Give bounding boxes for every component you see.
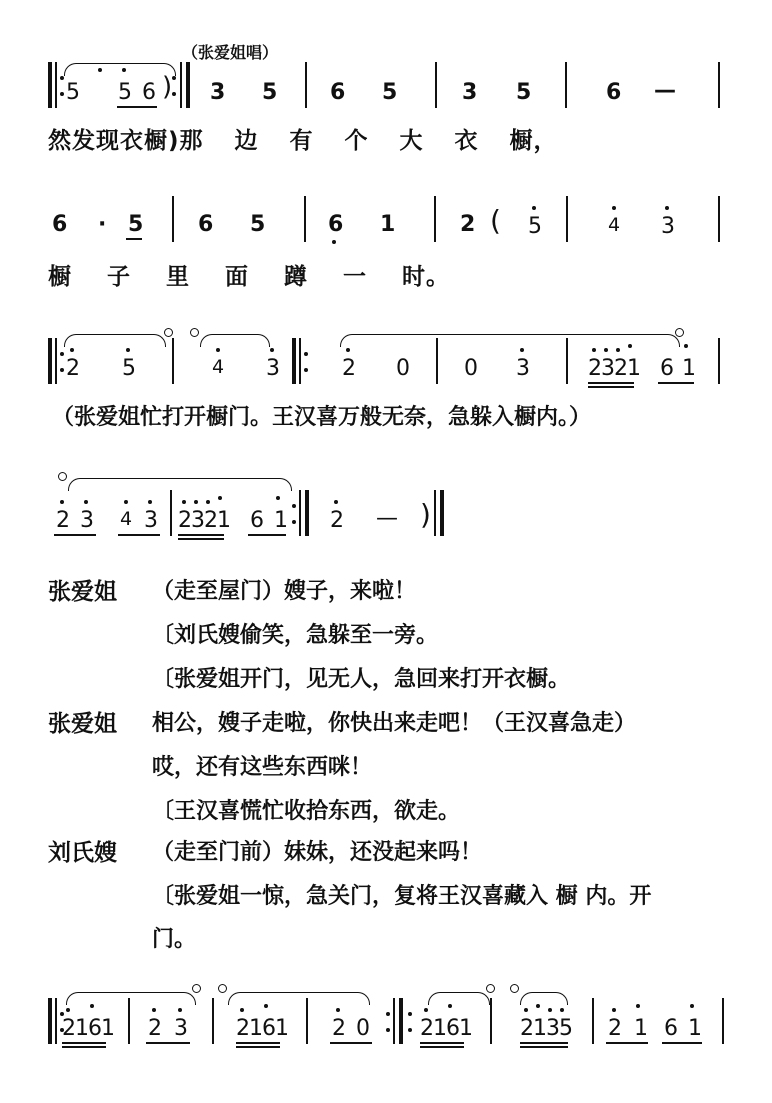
octave-dot [194,500,198,504]
octave-dot [218,496,222,500]
octave-dot [536,1004,540,1008]
repeat-dot [304,352,308,356]
note: 5 [122,356,136,381]
repeat-dot [386,1012,390,1016]
underline [420,1046,464,1048]
octave-dot [270,348,274,352]
repeat-dot [60,352,64,356]
barline [55,998,57,1044]
note-group: 2135 [520,1016,572,1041]
note: 2 [460,212,476,237]
underline [54,534,96,536]
note: 5 [262,80,278,105]
role-name: 张爱姐 [48,711,117,737]
note: 6 [328,212,344,237]
barline [722,998,724,1044]
underline [662,1042,702,1044]
underline [520,1042,568,1044]
dash: — [376,506,398,531]
stage-direction: 门。 [152,927,197,952]
note: 5 [528,214,542,239]
slur [428,992,490,1005]
barline [128,998,130,1044]
note: 5 [118,80,132,105]
underline [178,534,224,536]
repeat-bar [305,490,309,536]
note: 3 [80,508,94,533]
bracket: ) [162,72,173,102]
repeat-dot [172,76,176,80]
slur [228,992,370,1005]
lyrics-line: 橱 子 里 面 蹲 一 时。 [48,264,451,290]
repeat-dot [60,368,64,372]
barline [212,998,214,1044]
dash: — [654,78,676,103]
note: 5 [250,212,266,237]
note: 0 [396,356,410,381]
barline [718,62,720,108]
note: 3 [516,356,530,381]
underline [118,534,160,536]
note: 2 [56,508,70,533]
octave-dot [690,1004,694,1008]
underline [658,382,694,384]
octave-dot [628,344,632,348]
repeat-dot [408,1028,412,1032]
note: 6 [330,80,346,105]
barline [435,62,437,108]
note: 6 [142,80,156,105]
note-group: 2321 [178,508,230,533]
note: 5 [382,80,398,105]
note: 5 [66,80,80,105]
octave-dot [612,1008,616,1012]
repeat-dot [60,76,64,80]
singer-annotation: （张爱姐唱） [182,43,279,62]
stage-direction: 〔刘氏嫂偷笑，急躲至一旁。 [152,623,439,648]
note: 2 [608,1016,622,1041]
barline [299,338,301,384]
octave-dot [332,240,336,244]
barline [393,998,395,1044]
octave-dot [592,348,596,352]
octave-dot [98,68,102,72]
underline [126,238,142,240]
barline [55,62,57,108]
repeat-bar [48,62,52,108]
barline [592,998,594,1044]
barline [170,490,172,536]
octave-dot [148,500,152,504]
octave-dot [264,1004,268,1008]
underline [588,382,634,384]
note: 2 [330,508,344,533]
octave-dot [346,348,350,352]
octave-dot [524,1008,528,1012]
note: 1 [274,508,288,533]
note: 0 [356,1016,370,1041]
dialogue-line: （走至屋门）嫂子，来啦！ [152,579,417,604]
barline [180,62,182,108]
octave-dot [216,348,220,352]
octave-dot [240,1008,244,1012]
note: 6 [664,1016,678,1041]
note: 6 [660,356,674,381]
repeat-bar [186,62,190,108]
octave-dot [684,344,688,348]
octave-dot [665,206,669,210]
barline [306,998,308,1044]
repeat-dot [386,1028,390,1032]
repeat-dot [60,92,64,96]
repeat-dot [408,1012,412,1016]
octave-dot [448,1004,452,1008]
underline [178,538,224,540]
fermata-ring [164,328,173,337]
octave-dot [560,1008,564,1012]
repeat-dot [292,504,296,508]
note: 3 [210,80,226,105]
slur [520,992,568,1005]
stage-direction: 〔王汉喜慌忙收拾东西，欲走。 [152,799,461,824]
note: 1 [634,1016,648,1041]
note: 2 [148,1016,162,1041]
note: 2 [342,356,356,381]
fermata-ring [192,984,201,993]
octave-dot [520,348,524,352]
octave-dot [336,1008,340,1012]
note: 6 [606,80,622,105]
octave-dot [182,500,186,504]
octave-dot [548,1008,552,1012]
bracket: ( [490,204,501,237]
octave-dot [612,206,616,210]
repeat-dot [292,520,296,524]
note: 6 [198,212,214,237]
note: 6 [250,508,264,533]
note: 3 [174,1016,188,1041]
barline [172,338,174,384]
barline [299,490,301,536]
octave-dot [66,1008,70,1012]
repeat-bar [48,338,52,384]
barline [436,338,438,384]
repeat-dot [304,368,308,372]
note-group: 2161 [236,1016,288,1041]
octave-dot [616,348,620,352]
note: 1 [682,356,696,381]
note: 2 [332,1016,346,1041]
repeat-bar [48,998,52,1044]
fermata-ring [510,984,519,993]
octave-dot [334,500,338,504]
dialogue-line: 相公，嫂子走啦，你快出来走吧！（王汉喜急走） [152,711,637,736]
octave-dot [532,206,536,210]
octave-dot [206,500,210,504]
underline [236,1046,280,1048]
barline [434,196,436,242]
note: 5 [516,80,532,105]
underline [117,106,157,108]
fermata-ring [190,328,199,337]
barline [305,62,307,108]
stage-direction: 〔张爱姐一惊，急关门，复将王汉喜藏入 橱 内。开 [152,884,652,909]
octave-dot [90,1004,94,1008]
note: 6 [52,212,68,237]
role-name: 张爱姐 [48,579,117,605]
barline [566,338,568,384]
dialogue-line: 哎，还有这些东西咪！ [152,755,373,780]
note: 3 [144,508,158,533]
note-group: 2161 [420,1016,472,1041]
underline [146,1042,190,1044]
barline [55,338,57,384]
octave-dot [152,1008,156,1012]
lyrics-line: 然发现衣橱)那 边 有 个 大 衣 橱， [48,128,558,154]
underline [588,386,634,388]
octave-dot [636,1004,640,1008]
repeat-bar [292,338,296,384]
note: 1 [688,1016,702,1041]
role-name: 刘氏嫂 [48,840,117,866]
octave-dot [178,1008,182,1012]
repeat-dot [172,92,176,96]
slur [66,992,196,1005]
fermata-ring [218,984,227,993]
barline [172,196,174,242]
barline [718,196,720,242]
note-group: 2161 [62,1016,114,1041]
note: 4 [120,508,133,530]
note: 3 [266,356,280,381]
note: 4 [212,356,225,378]
fermata-ring [58,472,67,481]
underline [248,534,286,536]
octave-dot [124,500,128,504]
note: 5 [128,212,144,237]
barline [434,490,436,536]
slur [68,478,292,491]
note: 3 [661,214,675,239]
octave-dot [424,1008,428,1012]
note: 1 [380,212,396,237]
bracket: ) [420,498,431,531]
note: 4 [608,214,621,236]
end-bar [440,490,444,536]
fermata-ring [486,984,495,993]
octave-dot [60,500,64,504]
barline [566,196,568,242]
barline [565,62,567,108]
slur [200,334,270,347]
underline [62,1046,106,1048]
dot-rhythm: · [98,212,107,237]
slur [64,334,166,347]
octave-dot [126,348,130,352]
stage-direction: 〔张爱姐开门，见无人，急回来打开衣橱。 [152,667,571,692]
underline [606,1042,648,1044]
stage-direction: （张爱姐忙打开橱门。王汉喜万般无奈，急躲入橱内。） [52,405,592,430]
barline [718,338,720,384]
underline [420,1042,464,1044]
dialogue-line: （走至门前）妹妹，还没起来吗！ [152,840,483,865]
octave-dot [604,348,608,352]
slur [64,63,176,76]
underline [520,1046,568,1048]
underline [62,1042,106,1044]
note: 3 [462,80,478,105]
octave-dot [70,348,74,352]
barline [490,998,492,1044]
octave-dot [276,496,280,500]
octave-dot [84,500,88,504]
underline [330,1042,372,1044]
note: 0 [464,356,478,381]
note-group: 2321 [588,356,640,381]
note: 2 [66,356,80,381]
fermata-ring [675,328,684,337]
underline [236,1042,280,1044]
octave-dot [122,68,126,72]
repeat-bar [399,998,403,1044]
barline [304,196,306,242]
